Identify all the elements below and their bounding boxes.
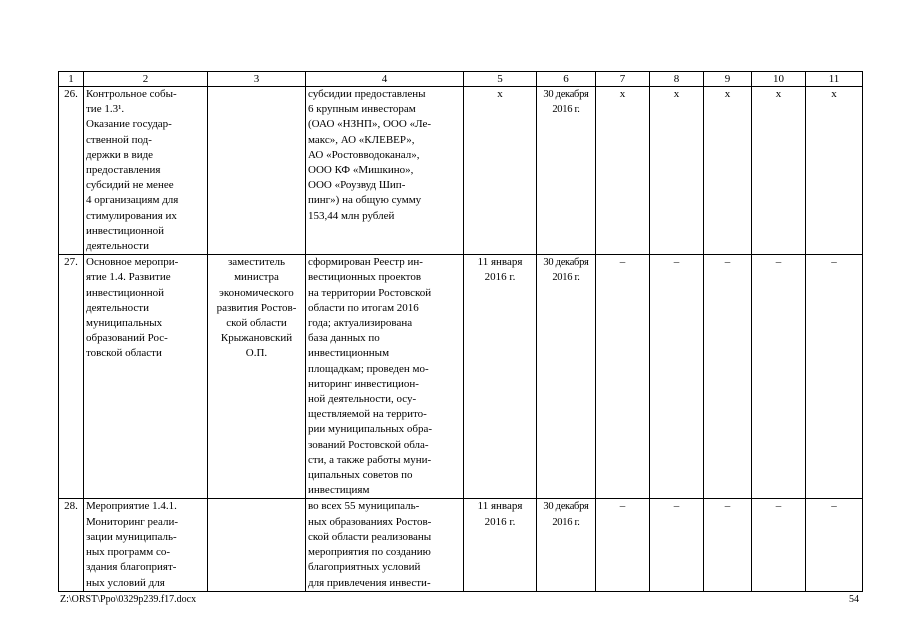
end-date: 30 декабря 2016 г. bbox=[537, 499, 596, 591]
row-number: 28. bbox=[59, 499, 84, 591]
cell-col10: х bbox=[752, 87, 806, 255]
file-path: Z:\ORST\Ppo\0329p239.f17.docx bbox=[60, 594, 197, 605]
executor bbox=[208, 499, 306, 591]
cell-col9: х bbox=[704, 87, 752, 255]
cell-col7: х bbox=[596, 87, 650, 255]
column-header: 5 bbox=[464, 72, 537, 87]
column-header: 9 bbox=[704, 72, 752, 87]
row-number: 27. bbox=[59, 255, 84, 499]
cell-col9: – bbox=[704, 499, 752, 591]
event-name: Основное меропри- ятие 1.4. Развитие инвестиционной деятельности муниципальных образований Рос- товской области bbox=[84, 255, 208, 499]
column-header: 7 bbox=[596, 72, 650, 87]
executor bbox=[208, 87, 306, 255]
cell-col7: – bbox=[596, 499, 650, 591]
plan-table bbox=[58, 71, 863, 592]
table-row bbox=[59, 255, 863, 499]
cell-col11: – bbox=[806, 255, 863, 499]
cell-col8: – bbox=[650, 499, 704, 591]
start-date: х bbox=[464, 87, 537, 255]
page-number: 54 bbox=[849, 594, 859, 605]
column-header: 1 bbox=[59, 72, 84, 87]
event-name: Контрольное собы- тие 1.3¹. Оказание государ- ственной под- держки в виде предоставления субсидий не менее 4 организациям для стимулирования их инвестиционной деятельности bbox=[84, 87, 208, 255]
event-name: Мероприятие 1.4.1. Мониторинг реали- зации муниципаль- ных программ со- здания благоприят- ных условий для bbox=[84, 499, 208, 591]
cell-col11: х bbox=[806, 87, 863, 255]
column-header: 10 bbox=[752, 72, 806, 87]
column-header: 4 bbox=[306, 72, 464, 87]
cell-col8: – bbox=[650, 255, 704, 499]
result: субсидии предоставлены 6 крупным инвесторам (ОАО «НЗНП», ООО «Ле- макс», АО «КЛЕВЕР», АО «Ростовводоканал», ООО КФ «Мишкино», ООО «Роузвуд Шип- пинг») на общую сумму 153,44 млн рублей bbox=[306, 87, 464, 255]
column-header: 3 bbox=[208, 72, 306, 87]
cell-col10: – bbox=[752, 499, 806, 591]
table-row bbox=[59, 499, 863, 591]
end-date: 30 декабря 2016 г. bbox=[537, 87, 596, 255]
result: во всех 55 муниципаль- ных образованиях Ростов- ской области реализованы мероприятия по созданию благоприятных условий для привлечения инвести- bbox=[306, 499, 464, 591]
table-header-row bbox=[59, 72, 863, 87]
start-date: 11 января 2016 г. bbox=[464, 499, 537, 591]
end-date: 30 декабря 2016 г. bbox=[537, 255, 596, 499]
cell-col11: – bbox=[806, 499, 863, 591]
cell-col8: х bbox=[650, 87, 704, 255]
row-number: 26. bbox=[59, 87, 84, 255]
executor: заместитель министра экономического развития Ростов- ской области Крыжановский О.П. bbox=[208, 255, 306, 499]
column-header: 8 bbox=[650, 72, 704, 87]
cell-col7: – bbox=[596, 255, 650, 499]
column-header: 11 bbox=[806, 72, 863, 87]
cell-col10: – bbox=[752, 255, 806, 499]
start-date: 11 января 2016 г. bbox=[464, 255, 537, 499]
cell-col9: – bbox=[704, 255, 752, 499]
column-header: 6 bbox=[537, 72, 596, 87]
result: сформирован Реестр ин- вестиционных проектов на территории Ростовской области по итогам 2016 года; актуализирована база данных по инвестиционным площадкам; проведен мо- ниторинг инвестицион- ной деятельности, осу- ществляемой на террито- рии муниципальных обра- зований Ростовской обла- сти, а также работы муни- ципальных советов по инвестициям bbox=[306, 255, 464, 499]
column-header: 2 bbox=[84, 72, 208, 87]
table-row bbox=[59, 87, 863, 255]
